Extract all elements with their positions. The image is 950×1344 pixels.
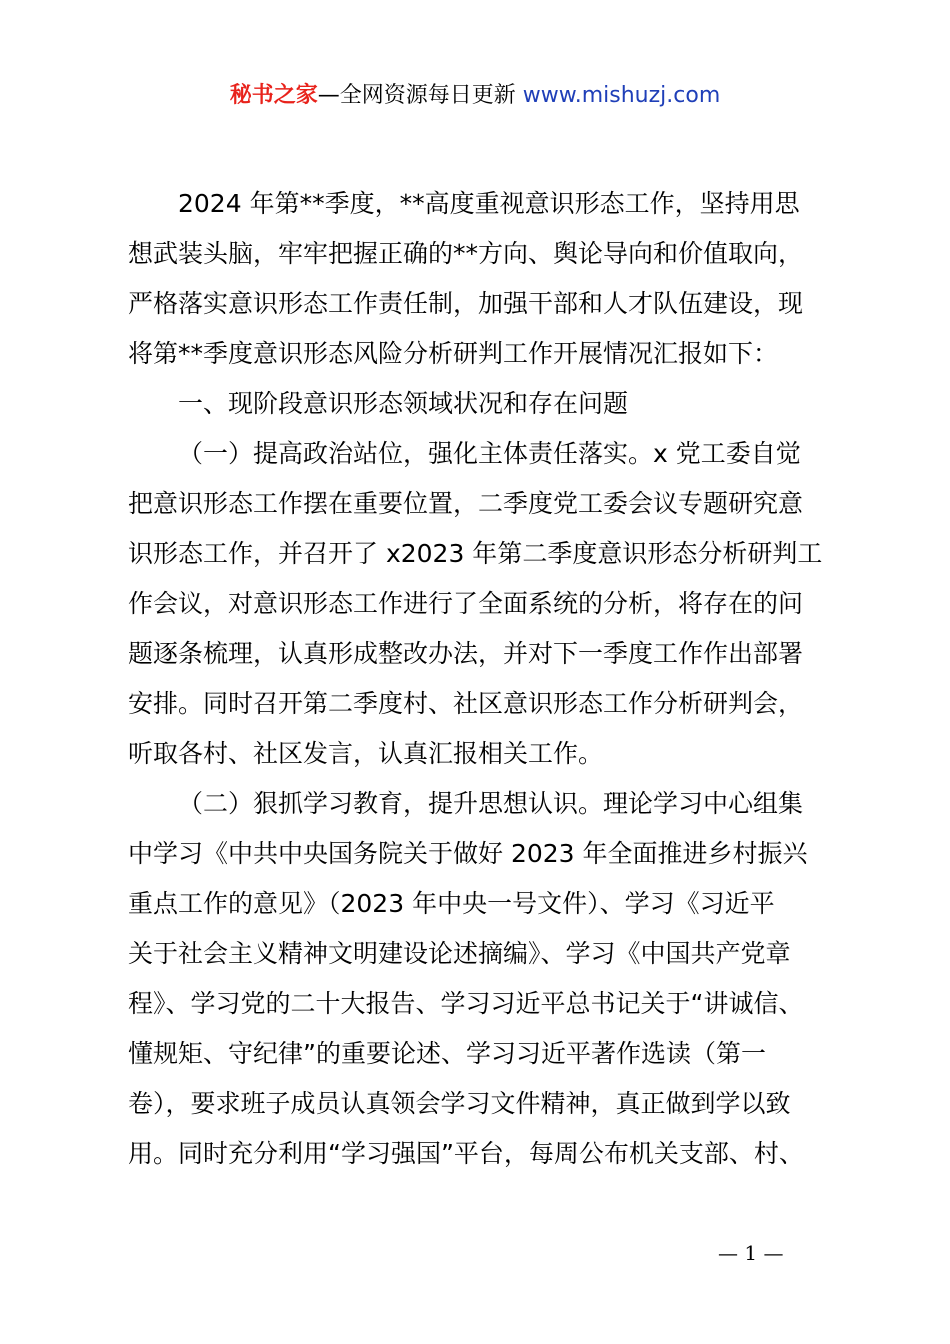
site-url-link[interactable]: www.mishuzj.com [522,83,721,108]
paragraph-line: 关于社会主义精神文明建设论述摘编》、学习《中国共产党章 [128,939,791,968]
paragraph-line: （一）提高政治站位，强化主体责任落实。x 党工委自觉 [178,439,801,468]
paragraph-line: 严格落实意识形态工作责任制，加强干部和人才队伍建设，现 [128,289,804,318]
paragraph-line: 作会议，对意识形态工作进行了全面系统的分析，将存在的问 [128,589,804,618]
page-number: — 1 — [718,1241,784,1265]
paragraph-line: 用。同时充分利用“学习强国”平台，每周公布机关支部、村、 [128,1139,804,1168]
paragraph-line: 题逐条梳理，认真形成整改办法，并对下一季度工作作出部署 [128,639,804,668]
site-banner [0,80,950,112]
document-body [128,184,838,1184]
paragraph-line: 听取各村、社区发言，认真汇报相关工作。 [128,739,604,768]
paragraph-line: 2024 年第**季度，**高度重视意识形态工作，坚持用思 [178,189,800,218]
paragraph-line: 想武装头脑，牢牢把握正确的**方向、舆论导向和价值取向， [128,239,804,268]
paragraph-line: 懂规矩、守纪律”的重要论述、学习习近平著作选读（第一 [128,1039,766,1068]
paragraph-line: （二）狠抓学习教育，提升思想认识。理论学习中心组集 [178,789,804,818]
paragraph-line: 重点工作的意见》（2023 年中央一号文件）、学习《习近平 [128,889,775,918]
paragraph-line: 把意识形态工作摆在重要位置，二季度党工委会议专题研究意 [128,489,804,518]
banner-tagline: —全网资源每日更新 [317,83,516,108]
brand-name: 秘书之家 [229,83,318,108]
paragraph-line: 程》、学习党的二十大报告、学习习近平总书记关于“讲诚信、 [128,989,804,1018]
paragraph-line: 中学习《中共中央国务院关于做好 2023 年全面推进乡村振兴 [128,839,808,868]
paragraph-line: 将第**季度意识形态风险分析研判工作开展情况汇报如下： [128,339,779,368]
paragraph-line: 识形态工作，并召开了 x2023 年第二季度意识形态分析研判工 [128,539,823,568]
section-heading: 一、现阶段意识形态领域状况和存在问题 [178,389,629,418]
paragraph-line: 卷），要求班子成员认真领会学习文件精神，真正做到学以致 [128,1089,791,1118]
paragraph-line: 安排。同时召开第二季度村、社区意识形态工作分析研判会， [128,689,804,718]
